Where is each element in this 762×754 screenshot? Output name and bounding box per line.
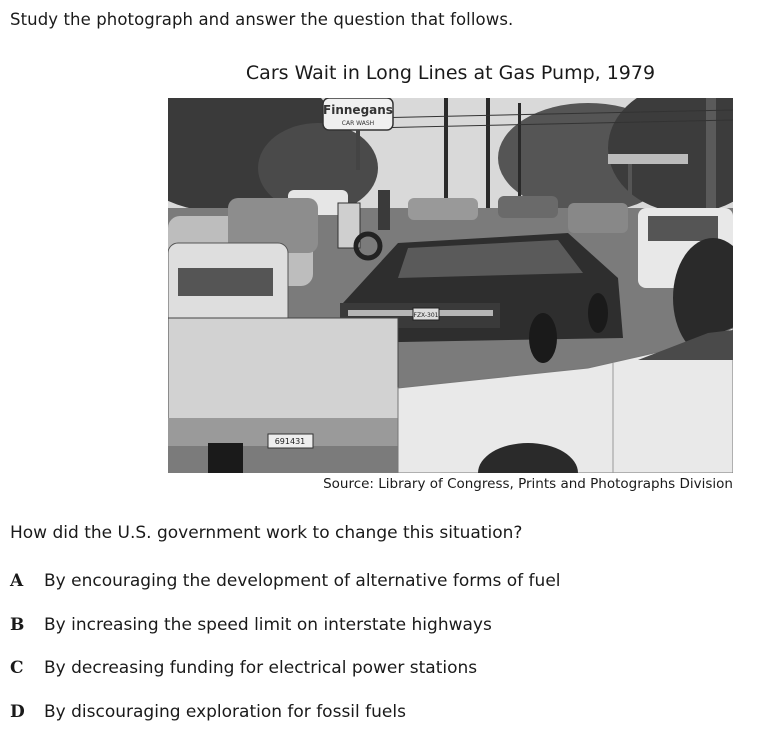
question-text: How did the U.S. government work to change this situation? <box>10 523 523 543</box>
choice-letter: B <box>10 615 25 635</box>
choice-text: By increasing the speed limit on interstate highways <box>44 615 492 635</box>
choice-letter: D <box>10 702 25 722</box>
photo-source: Source: Library of Congress, Prints and Photographs Division <box>323 476 733 492</box>
sign-subtext: CAR WASH <box>341 120 375 127</box>
choice-a[interactable] <box>10 571 561 591</box>
choice-d[interactable] <box>10 702 406 722</box>
choice-b[interactable] <box>10 615 492 635</box>
sign-text: Finnegans <box>323 103 393 117</box>
plate-text-1: FZX-301 <box>413 312 439 319</box>
choice-letter: A <box>10 571 24 591</box>
choice-text: By decreasing funding for electrical power stations <box>44 658 478 678</box>
choice-text: By discouraging exploration for fossil fuels <box>44 702 406 722</box>
instruction-text: Study the photograph and answer the question that follows. <box>10 10 514 29</box>
gas-line-photograph <box>168 98 733 473</box>
choice-text: By encouraging the development of alternative forms of fuel <box>44 571 561 591</box>
choice-letter: C <box>10 658 24 678</box>
photo-title: Cars Wait in Long Lines at Gas Pump, 1979 <box>245 62 656 84</box>
choice-c[interactable] <box>10 658 477 678</box>
plate-text-2: 691431 <box>274 437 306 446</box>
